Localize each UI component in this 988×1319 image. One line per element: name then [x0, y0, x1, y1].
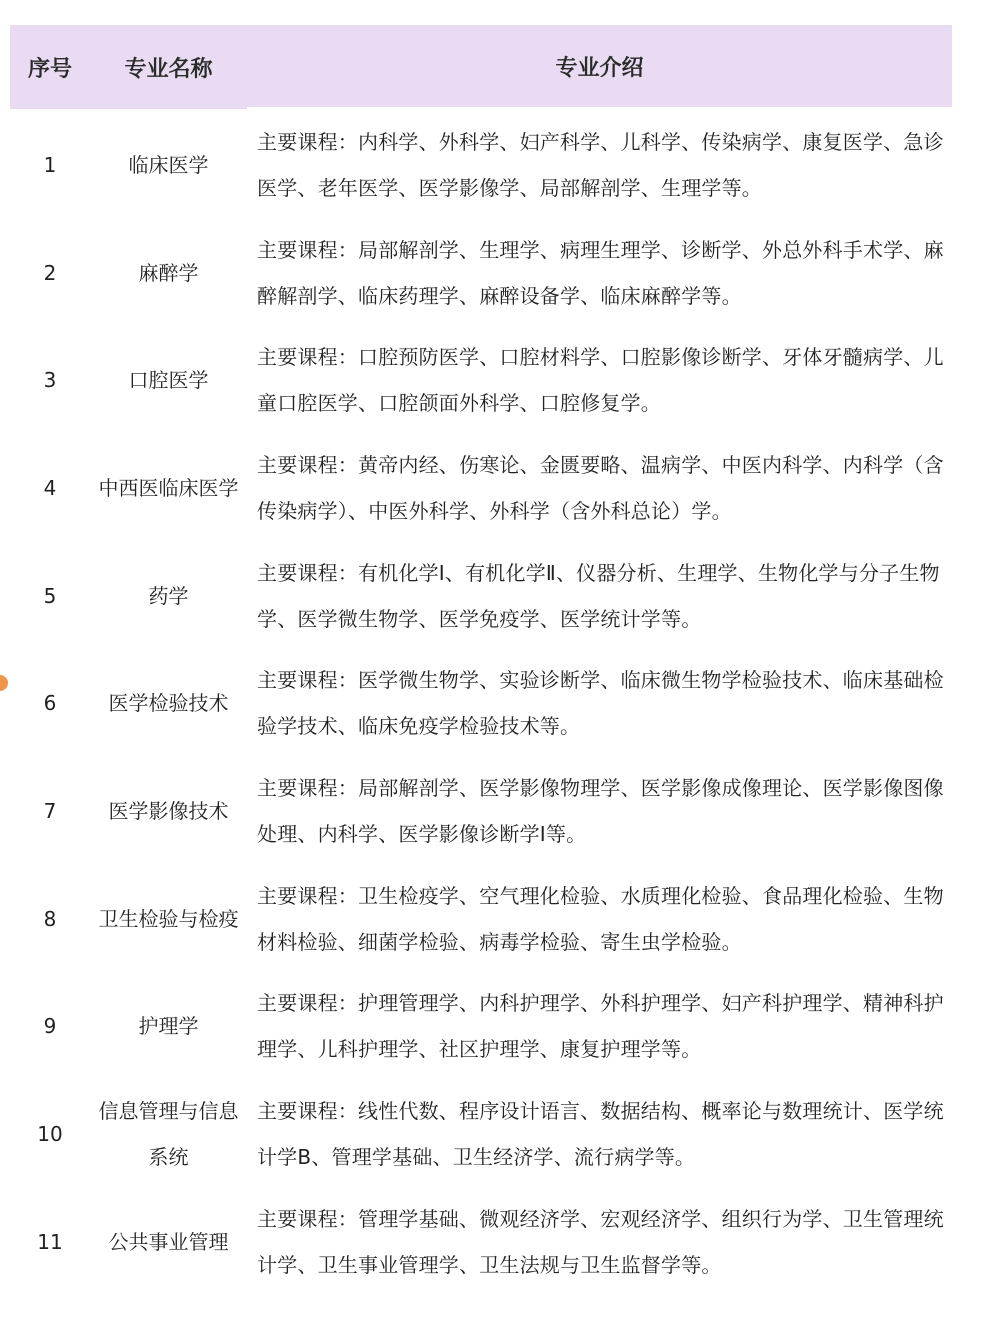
row-major-intro: 主要课程：黄帝内经、伤寒论、金匮要略、温病学、中医内科学、内科学（含传染病学）、中医外科学、外科学（含外科总论）学。 [257, 452, 944, 523]
table-row [10, 219, 952, 327]
row-index: 11 [37, 1229, 63, 1254]
majors-table [10, 25, 952, 1296]
row-index: 9 [43, 1014, 57, 1039]
table-row [10, 865, 952, 973]
table-row [10, 326, 952, 434]
row-major-intro: 主要课程：有机化学Ⅰ、有机化学Ⅱ、仪器分析、生理学、生物化学与分子生物学、医学微生物学、医学免疫学、医学统计学等。 [257, 560, 940, 631]
orange-marker-dot [0, 675, 8, 691]
row-major-name: 卫生检验与检疫 [98, 906, 239, 931]
row-index: 3 [43, 368, 57, 393]
row-major-name: 医学影像技术 [108, 798, 229, 823]
row-index: 1 [43, 152, 57, 177]
row-major-name: 公共事业管理 [108, 1229, 229, 1254]
row-major-name: 口腔医学 [128, 368, 209, 393]
row-index: 10 [37, 1122, 63, 1147]
header-major-name: 专业名称 [90, 25, 247, 109]
table-row [10, 542, 952, 650]
row-index: 2 [43, 260, 57, 285]
row-major-name: 临床医学 [128, 152, 209, 177]
table-row [10, 973, 952, 1081]
row-major-intro: 主要课程：局部解剖学、医学影像物理学、医学影像成像理论、医学影像图像处理、内科学、医学影像诊断学Ⅰ等。 [257, 775, 944, 846]
table-header [10, 25, 952, 107]
row-major-name: 护理学 [138, 1014, 199, 1039]
row-index: 7 [43, 798, 57, 823]
row-index: 4 [43, 475, 57, 500]
row-major-name: 信息管理与信息系统 [98, 1099, 239, 1170]
table-body [10, 111, 952, 1296]
row-major-name: 药学 [148, 583, 189, 608]
header-major-intro: 专业介绍 [247, 25, 952, 107]
row-index: 5 [43, 583, 57, 608]
row-major-intro: 主要课程：管理学基础、微观经济学、宏观经济学、组织行为学、卫生管理统计学、卫生事业管理学、卫生法规与卫生监督学等。 [257, 1206, 944, 1277]
table-row [10, 649, 952, 757]
row-major-name: 中西医临床医学 [98, 475, 239, 500]
table-row [10, 757, 952, 865]
row-major-intro: 主要课程：线性代数、程序设计语言、数据结构、概率论与数理统计、医学统计学B、管理学基础、卫生经济学、流行病学等。 [257, 1099, 944, 1170]
row-major-intro: 主要课程：内科学、外科学、妇产科学、儿科学、传染病学、康复医学、急诊医学、老年医学、医学影像学、局部解剖学、生理学等。 [257, 129, 944, 200]
row-major-intro: 主要课程：护理管理学、内科护理学、外科护理学、妇产科护理学、精神科护理学、儿科护理学、社区护理学、康复护理学等。 [257, 991, 944, 1062]
row-major-intro: 主要课程：卫生检疫学、空气理化检验、水质理化检验、食品理化检验、生物材料检验、细菌学检验、病毒学检验、寄生虫学检验。 [257, 883, 944, 954]
row-major-intro: 主要课程：医学微生物学、实验诊断学、临床微生物学检验技术、临床基础检验学技术、临床免疫学检验技术等。 [257, 668, 944, 739]
row-major-intro: 主要课程：局部解剖学、生理学、病理生理学、诊断学、外总外科手术学、麻醉解剖学、临床药理学、麻醉设备学、临床麻醉学等。 [257, 237, 944, 308]
row-major-intro: 主要课程：口腔预防医学、口腔材料学、口腔影像诊断学、牙体牙髓病学、儿童口腔医学、口腔颌面外科学、口腔修复学。 [257, 345, 944, 416]
table-row [10, 1080, 952, 1188]
table-row [10, 111, 952, 219]
table-row [10, 434, 952, 542]
header-index: 序号 [10, 25, 90, 109]
row-major-name: 医学检验技术 [108, 691, 229, 716]
row-index: 8 [43, 906, 57, 931]
table-row [10, 1188, 952, 1296]
row-index: 6 [43, 691, 57, 716]
row-major-name: 麻醉学 [138, 260, 199, 285]
